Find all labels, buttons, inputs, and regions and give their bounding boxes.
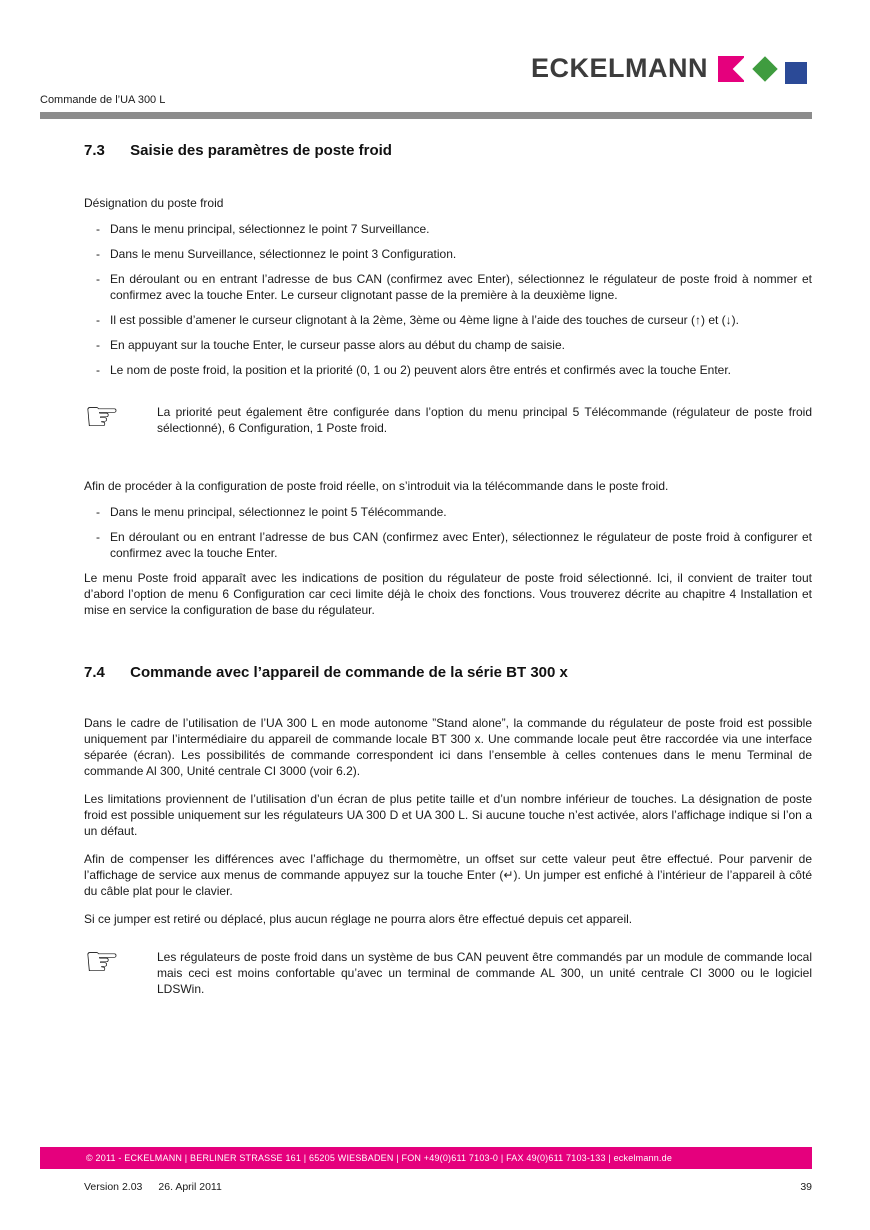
- list-item: - Dans le menu Surveillance, sélectionnez le point 3 Configuration.: [96, 246, 812, 262]
- list-item: - Il est possible d’amener le curseur clignotant à la 2ème, 3ème ou 4ème ligne à l’aide des touches de curseur (↑) et (↓).: [96, 312, 812, 328]
- logo-mark: [718, 55, 810, 85]
- note-text: Les régulateurs de poste froid dans un système de bus CAN peuvent être commandés par un module de commande local mais ceci est moins confortable qu’avec un terminal de commande AL 300, un unité centrale CI 3000 ou le logiciel LDSWin.: [157, 950, 812, 996]
- paragraph-standalone: Dans le cadre de l’utilisation de l’UA 300 L en mode autonome ”Stand alone”, la commande du régulateur de poste froid est possible uniquement par l’intermédiaire du appareil de commande locale BT 300 x. Une commande locale peut être raccordée via une interface séparée (écran). Les possibilités de commande correspondent ici dans l’ensemble à celles contenues dans le menu Terminal de commande Al 300, Unité centrale CI 3000 (voir 6.2).: [84, 716, 812, 778]
- section-7-4-number: 7.4: [84, 664, 105, 681]
- section-7-3-heading: [84, 142, 812, 159]
- paragraph-jumper: Si ce jumper est retiré ou déplacé, plus aucun réglage ne pourra alors être effectué depuis cet appareil.: [84, 912, 633, 926]
- document-header-title: Commande de l’UA 300 L: [40, 94, 166, 106]
- section-7-3-title: Saisie des paramètres de poste froid: [130, 142, 392, 159]
- footer-bar: [40, 1147, 812, 1169]
- version-text: [84, 1181, 222, 1193]
- footer-contact-text: © 2011 - ECKELMANN | BERLINER STRASSE 161 | 65205 WIESBADEN | FON +49(0)611 7103-0 | FAX 49(0)611 7103-133 | eckelmann.de: [86, 1153, 673, 1163]
- list-item: - En appuyant sur la touche Enter, le curseur passe alors au début du champ de saisie.: [96, 337, 812, 353]
- list-item: - En déroulant ou en entrant l’adresse de bus CAN (confirmez avec Enter), sélectionnez le régulateur de poste froid à nommer et confirmez avec la touche Enter. Le curseur clignotant passe de la première à la deuxième ligne.: [96, 271, 812, 303]
- logo-green-diamond-icon: [752, 56, 777, 81]
- logo-wordmark: ECKELMANN: [531, 53, 708, 83]
- eckelmann-logo: [531, 55, 810, 85]
- pointing-hand-icon: ☞: [84, 939, 120, 985]
- content-area: [84, 142, 812, 997]
- version-date: 26. April 2011: [158, 1181, 222, 1193]
- designation-steps-list: [96, 221, 812, 378]
- list-item: - Dans le menu principal, sélectionnez le point 5 Télécommande.: [96, 504, 812, 520]
- note-block-can-bus: [84, 939, 812, 997]
- list-item: - Le nom de poste froid, la position et la priorité (0, 1 ou 2) peuvent alors être entrés et confirmés avec la touche Enter.: [96, 362, 812, 378]
- section-7-4-heading: [84, 664, 812, 681]
- list-item: - En déroulant ou en entrant l’adresse de bus CAN (confirmez avec Enter), sélectionnez le régulateur de poste froid à configurer et confirmez avec la touche Enter.: [96, 529, 812, 561]
- menu-paragraph: Le menu Poste froid apparaît avec les indications de position du régulateur de poste froid sélectionné. Ici, il convient de traiter tout d’abord l’option de menu 6 Configuration car ceci limite déjà le choix des fonctions. Vous trouverez décrite au chapitre 4 Installation et mise en service la configuration de base du régulateur.: [84, 571, 812, 617]
- section-7-3-number: 7.3: [84, 142, 105, 159]
- list-item: - Dans le menu principal, sélectionnez le point 7 Surveillance.: [96, 221, 812, 237]
- note-text: La priorité peut également être configurée dans l’option du menu principal 5 Télécommande (régulateur de poste froid sélectionné), 6 Configuration, 1 Poste froid.: [157, 405, 812, 435]
- intro-paragraph: Désignation du poste froid: [84, 196, 224, 210]
- logo-magenta-square-icon: [718, 56, 744, 82]
- remote-steps-list: [96, 504, 812, 561]
- logo-blue-square-icon: [785, 62, 807, 84]
- remote-config-paragraph: Afin de procéder à la configuration de poste froid réelle, on s’introduit via la télécommande dans le poste froid.: [84, 479, 669, 493]
- footer-meta: [84, 1181, 812, 1193]
- note-block-priority: [84, 394, 812, 444]
- page-number: 39: [800, 1181, 812, 1193]
- paragraph-offset: Afin de compenser les différences avec l’affichage du thermomètre, un offset sur cette valeur peut être effectué. Pour parvenir de l’affichage de service aux menus de commande appuyez sur la touche Enter (↵). Un jumper est enfiché à l’intérieur de l’appareil à côté du câble plat pour le clavier.: [84, 852, 812, 898]
- paragraph-limitations: Les limitations proviennent de l’utilisation d’un écran de plus petite taille et d’un nombre inférieur de touches. La désignation de poste froid est possible uniquement sur les régulateurs UA 300 D et UA 300 L. Si aucune touche n’est activée, alors l’affichage indique si l’on a un défaut.: [84, 792, 812, 838]
- header-rule: [40, 112, 812, 119]
- section-7-4-title: Commande avec l’appareil de commande de la série BT 300 x: [130, 664, 568, 681]
- version-label: Version 2.03: [84, 1181, 143, 1193]
- pointing-hand-icon: ☞: [84, 394, 120, 440]
